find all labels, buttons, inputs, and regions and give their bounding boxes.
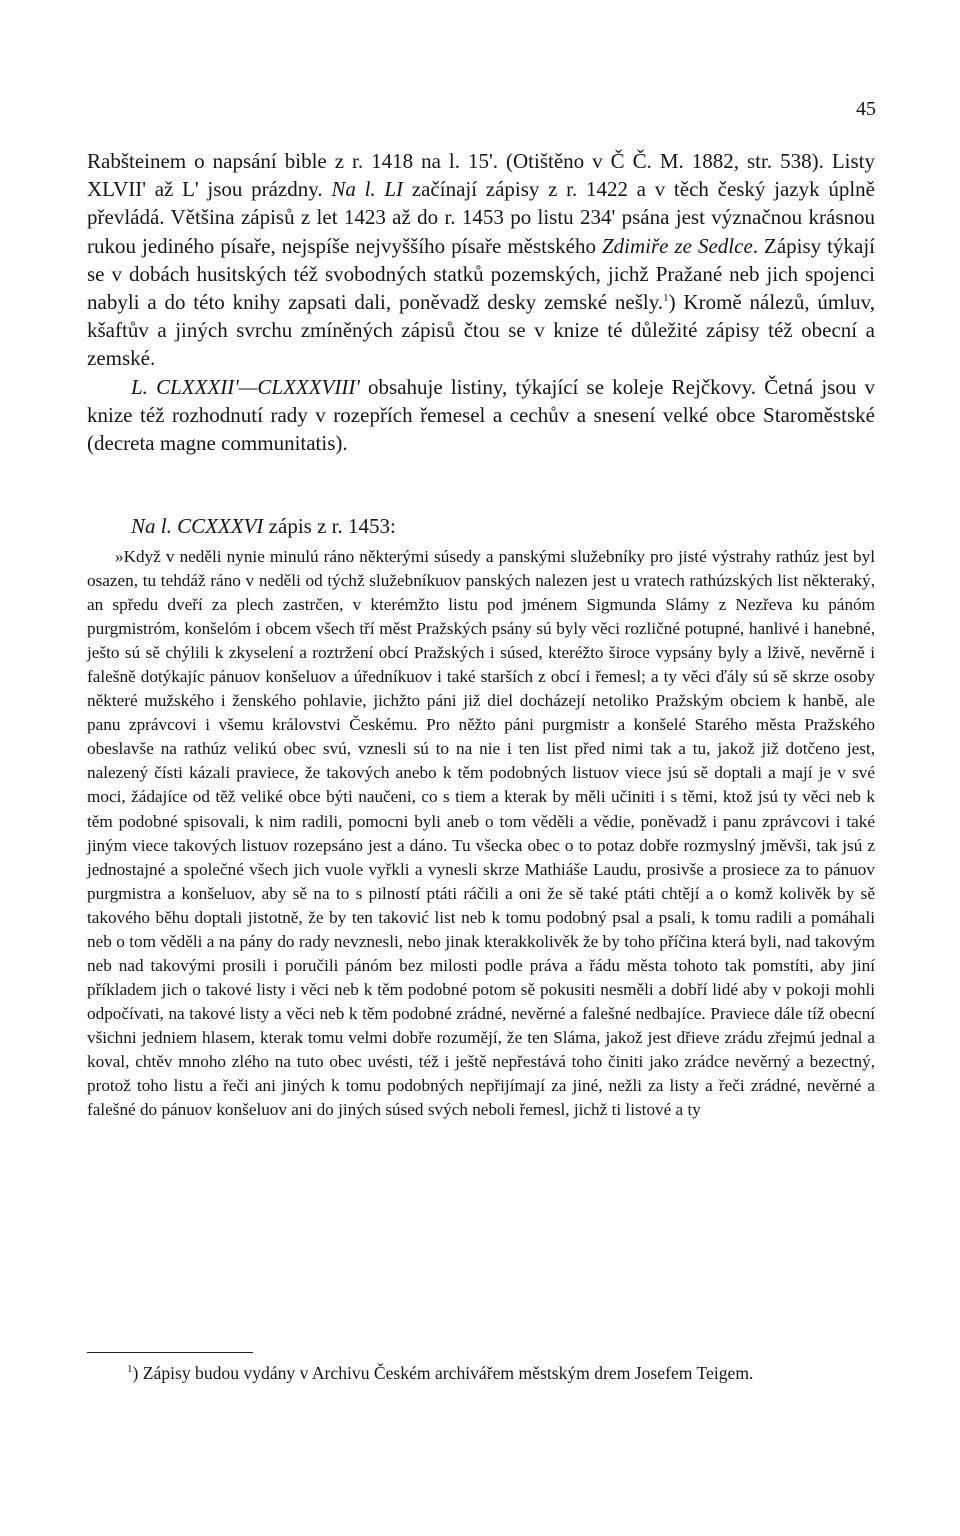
- paragraph: [87, 373, 875, 458]
- main-text: [87, 147, 875, 457]
- text-run: začínají zápisy z r. 1422 a v těch český jazyk úplně převládá. Většina zápisů z let 1423 až do r. 1453 po listu 234' psána jest význačnou krásnou rukou jediného písaře, nejspíše nejvyššího písaře městského: [87, 177, 875, 258]
- footnote-body: ) Zápisy budou vydány v Archivu Českém archivářem městským drem Josefem Teigem.: [132, 1363, 754, 1383]
- footnote-divider: [87, 1352, 253, 1353]
- italic-text: Na l. LI: [331, 177, 404, 202]
- italic-text: Zdimiře ze Sedlce: [601, 233, 753, 258]
- text-run: obsahuje listiny, týkající se koleje Rejčkovy. Četná jsou v knize též rozhodnutí rady v rozepřích řemesel a cechův a snesení velké obce Staroměstské (decreta magne communitatis).: [87, 374, 875, 456]
- text-run: ) Kromě nálezů, úmluv, kšaftův a jiných svrchu zmíněných zápisů čtou se v knize té důležité zápisy též obecní a zemské.: [87, 290, 875, 371]
- italic-text: Na l. CCXXXVI: [131, 514, 264, 538]
- italic-text: L. CLXXXII'—CLXXXVIII': [131, 374, 360, 399]
- footnote: [87, 1359, 875, 1387]
- quoted-record: [87, 545, 875, 1122]
- quote-text: »Když v neděli nynie minulú ráno některými súsedy a panskými služebníky pro jisté výstrahy rathúz jest byl osazen, tu tehdáž ráno v neděli od týchž služebníkuov panských nalezen jest u vratech rathúzských list některaký, an spředu dveří za plech zastrčen, v kterémžto listu pod jménem Sigmunda Slámy z Nezřeva ku pánóm purgmistróm, konšelóm i obcem všech tří měst Pražských psány sú byly věci rozličné potupné, hanlivé i hanebné, ješto sú sě chýlili k zkyselení a roztržení obcí Pražských i súsed, kteréžto široce vypsány byly a lživě, nevěrně i falešně dotýkajíc pánuov konšeluov a úředníkuov i také starších z obcí i řemesl; a ty věci ďály sú sě skrze osoby některé mužského i ženského pohlavie, jichžto páni již diel docházejí netoliko Pražským obciem k hanbě, ale panu zprávcovi i všemu královstvi Českému. Pro něžto páni purgmistr a konšelé Starého města Pražského obeslavše na rathúz velikú obec svú, vznesli sú to na nie i ten list před nimi tak a tu, jakož již dotčeno jest, nalezený čísti kázali praviece, že takových anebo k těm podobných listuov viece jsú sě doptali a mají je v své moci, žádajíce od těž veliké obce býti naučeni, co s tiem a kterak by měli učiniti i s těmi, ktož jsú ty věci neb k těm podobné spisovali, k nim radili, pomocni byli aneb o tom věděli a vědie, poněvadž i panu zprávcovi i také jiným viece takových listuov rozepsáno jest a dáno. Tu všecka obec o to potaz dobře rozmyslný jměvši, tak jsú z jednostajné a společné všech jich vuole vyřkli a vynesli skrze Mathiáše Laudu, prosivše a prosiece za to pánuov purgmistra a konšeluov, aby sě na to s pilností ptáti ráčili a oni že sě také ptáti chtějí a o komž kolivěk by sě takového běhu doptali jistotně, že by ten taković list neb k tomu podobný psal a psali, k tomu radili a pomáhali neb o tom věděli a na pány do rady nevznesli, nebo jinak kterakkolivěk že by toho příčina která byli, nad takovým neb nad takovými prosili i poručili pánóm bez milosti podle práva a řádu města tohoto tak pomstíti, aby jiní příkladem jich o takové listy i věci neb k těm podobné potom sě pokusiti nesměli a dobří lidé aby v pokoji mohli odpočívati, na takové listy a věci neb k těm podobné zrádné, nevěrné a falešné nedbajíce. Praviece dále tíž obecní všichni jedniem hlasem, kterak tomu velmi dobře rozumějí, že ten Sláma, jakož jest dřieve zrádu zřejmú jednal a koval, chtěv mnoho zlého na tuto obec uvésti, též i ještě nepřestává toho činiti jako zrádce nevěrný a bezectný, protož toho listu a řeči ani jiných k tomu podobných nepřijímají za jiné, nežli za listy a řeči zrádné, nevěrné a falešné do pánuov konšeluov ani do jiných súsed svých neboli řemesl, jichž ti listové a ty: [87, 547, 875, 1120]
- paragraph: [87, 147, 875, 373]
- quote-intro: [87, 512, 875, 540]
- text-run: . Zápisy týkají se v dobách husitských též svobodných statků pozemských, jichž Pražané neb jich spojenci nabyli a do této knihy zapsati dali, poněvadž desky zemské nešly.: [87, 233, 876, 315]
- footnote-ref: 1: [663, 292, 669, 305]
- footnote-marker: 1: [127, 1363, 133, 1376]
- text-run: Rabšteinem o napsání bible z r. 1418 na l. 15'. (Otištěno v Č Č. M. 1882, str. 538). Listy XLVII' až L' jsou prázdny.: [87, 149, 875, 202]
- text-run: zápis z r. 1453:: [263, 514, 396, 538]
- page-number: 45: [856, 98, 876, 120]
- footnote-text: [87, 1359, 875, 1387]
